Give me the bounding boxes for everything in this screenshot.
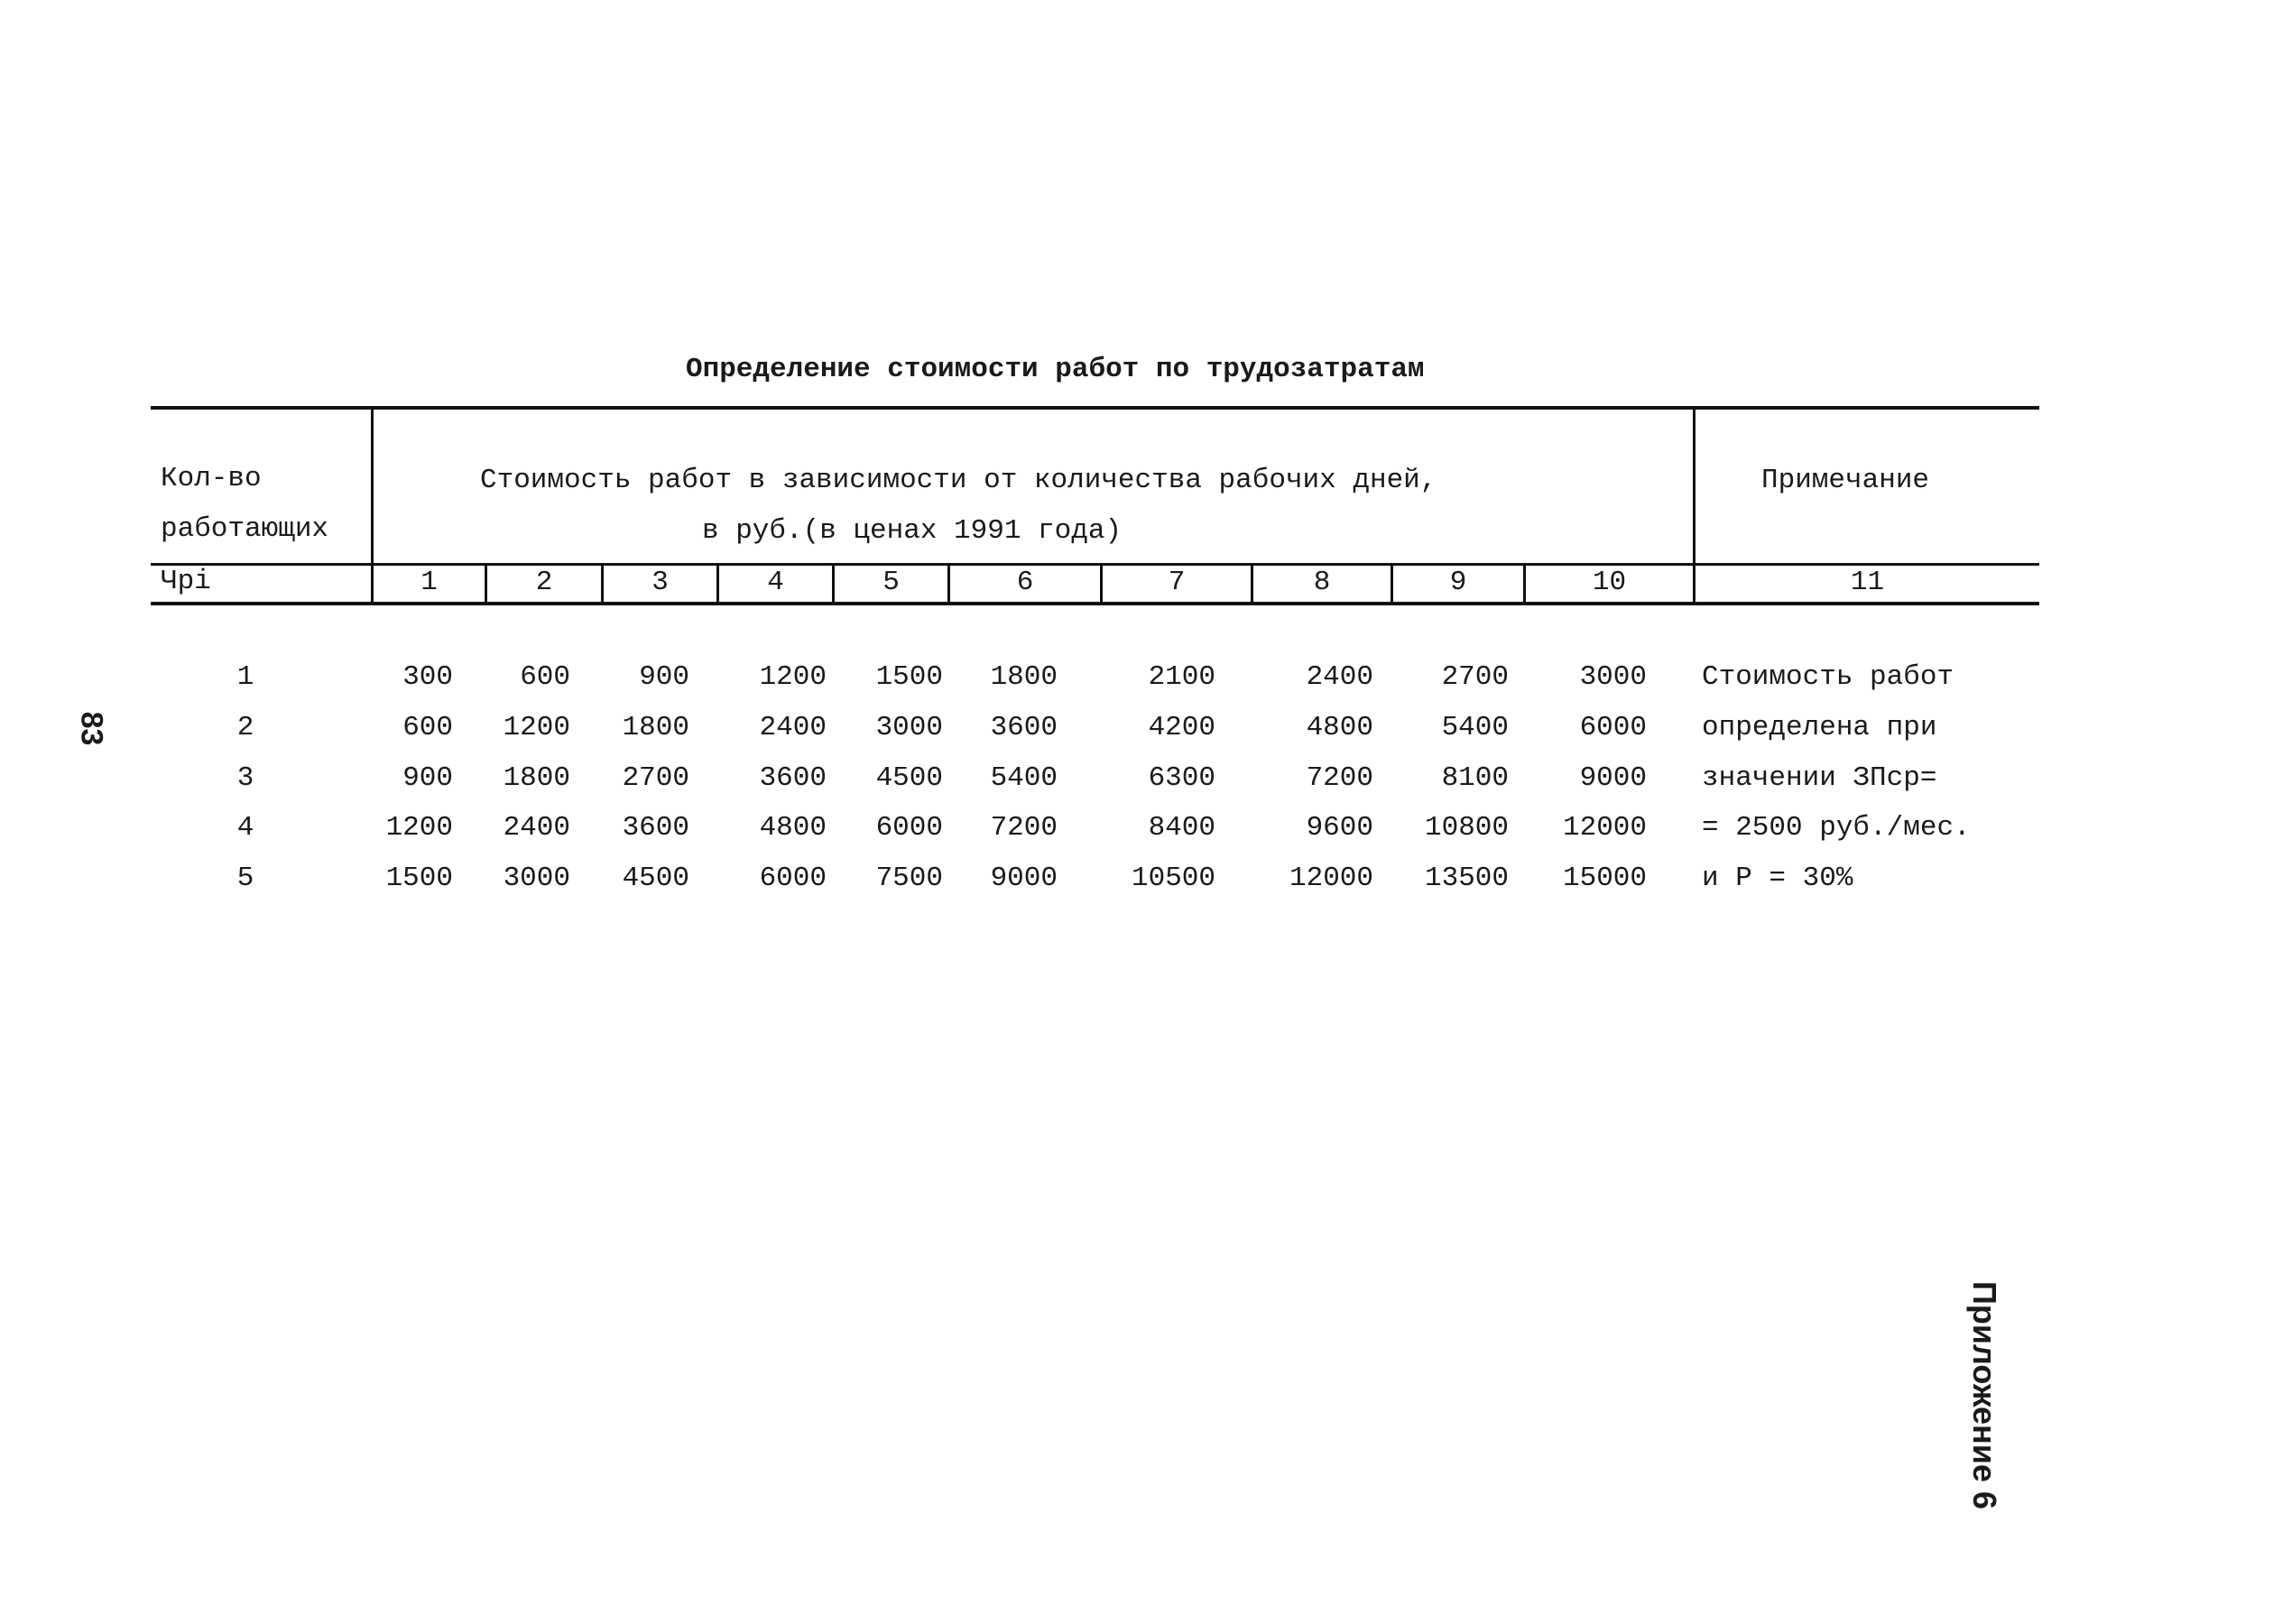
- table-cell: 5400: [990, 762, 1058, 794]
- row-workers-count: 5: [236, 863, 254, 894]
- column-number: 9: [1449, 567, 1467, 598]
- table-cell: 2700: [622, 762, 689, 794]
- note-line: значении ЗПср=: [1702, 762, 1937, 794]
- table-top-border: [151, 406, 2039, 410]
- table-cell: 1500: [385, 863, 453, 894]
- row-workers-count: 2: [236, 712, 254, 743]
- appendix-label: Приложение 6: [1966, 1281, 2003, 1509]
- table-cell: 9000: [990, 863, 1058, 894]
- table-cell: 4800: [759, 812, 827, 844]
- table-cell: 7500: [875, 863, 943, 894]
- table-cell: 4800: [1306, 712, 1373, 743]
- table-cell: 1200: [759, 661, 827, 693]
- table-cell: 900: [402, 762, 453, 794]
- table-cell: 3000: [503, 863, 570, 894]
- table-cell: 6000: [759, 863, 827, 894]
- row-workers-count: 1: [236, 661, 254, 693]
- table-cell: 1800: [503, 762, 570, 794]
- row-workers-count: 4: [236, 812, 254, 844]
- header-bottom-border: [151, 602, 2039, 605]
- column-number: 5: [882, 567, 900, 598]
- column-number: 4: [767, 567, 784, 598]
- table-cell: 300: [402, 661, 453, 693]
- table-cell: 8100: [1441, 762, 1509, 794]
- table-cell: 6000: [875, 812, 943, 844]
- table-cell: 3000: [1579, 661, 1647, 693]
- table-cell: 3600: [622, 812, 689, 844]
- table-cell: 10800: [1424, 812, 1509, 844]
- table-cell: 1500: [875, 661, 943, 693]
- page-number: 83: [74, 711, 109, 746]
- column-number: 10: [1592, 567, 1627, 598]
- table-cell: 3000: [875, 712, 943, 743]
- table-cell: 12000: [1289, 863, 1373, 894]
- column-number: 1: [420, 567, 438, 598]
- table-cell: 2700: [1441, 661, 1509, 693]
- table-cell: 600: [402, 712, 453, 743]
- table-cell: 2400: [503, 812, 570, 844]
- table-cell: 10500: [1131, 863, 1215, 894]
- table-cell: 13500: [1424, 863, 1509, 894]
- note-line: Стоимость работ: [1702, 661, 1954, 693]
- table-cell: 9000: [1579, 762, 1647, 794]
- table-cell: 6300: [1148, 762, 1215, 794]
- table-cell: 7200: [990, 812, 1058, 844]
- table-cell: 7200: [1306, 762, 1373, 794]
- column-number: 11: [1850, 567, 1885, 598]
- workers-header-line1: Кол-во: [161, 463, 262, 494]
- note-header: Примечание: [1761, 465, 1930, 496]
- table-cell: 1200: [503, 712, 570, 743]
- cost-header-line2: в руб.(в ценах 1991 года): [702, 515, 1123, 547]
- column-number: 6: [1016, 567, 1034, 598]
- table-cell: 8400: [1148, 812, 1215, 844]
- table-cell: 9600: [1306, 812, 1373, 844]
- table-cell: 5400: [1441, 712, 1509, 743]
- table-cell: 4500: [875, 762, 943, 794]
- document-title: Определение стоимости работ по трудозатратам: [686, 354, 1425, 385]
- table-cell: 12000: [1562, 812, 1647, 844]
- workers-header-line2: работающих: [161, 513, 329, 545]
- table-cell: 900: [639, 661, 689, 693]
- note-line: и Р = 30%: [1702, 863, 1853, 894]
- table-cell: 600: [520, 661, 570, 693]
- table-cell: 1800: [990, 661, 1058, 693]
- table-cell: 4200: [1148, 712, 1215, 743]
- note-line: = 2500 руб./мес.: [1702, 812, 1971, 844]
- cost-header-line1: Стоимость работ в зависимости от количества рабочих дней,: [480, 465, 1437, 496]
- table-cell: 3600: [759, 762, 827, 794]
- row-workers-count: 3: [236, 762, 254, 794]
- column-number: 3: [651, 567, 669, 598]
- table-cell: 1800: [622, 712, 689, 743]
- table-cell: 6000: [1579, 712, 1647, 743]
- column-number: 2: [535, 567, 553, 598]
- table-cell: 1200: [385, 812, 453, 844]
- table-cell: 2400: [1306, 661, 1373, 693]
- column-number: 8: [1313, 567, 1331, 598]
- column-number: 7: [1168, 567, 1186, 598]
- header-subdivider: [151, 563, 2039, 566]
- table-cell: 3600: [990, 712, 1058, 743]
- workers-symbol: Чрі: [161, 566, 211, 597]
- table-cell: 2400: [759, 712, 827, 743]
- table-cell: 2100: [1148, 661, 1215, 693]
- table-cell: 15000: [1562, 863, 1647, 894]
- note-line: определена при: [1702, 712, 1937, 743]
- table-cell: 4500: [622, 863, 689, 894]
